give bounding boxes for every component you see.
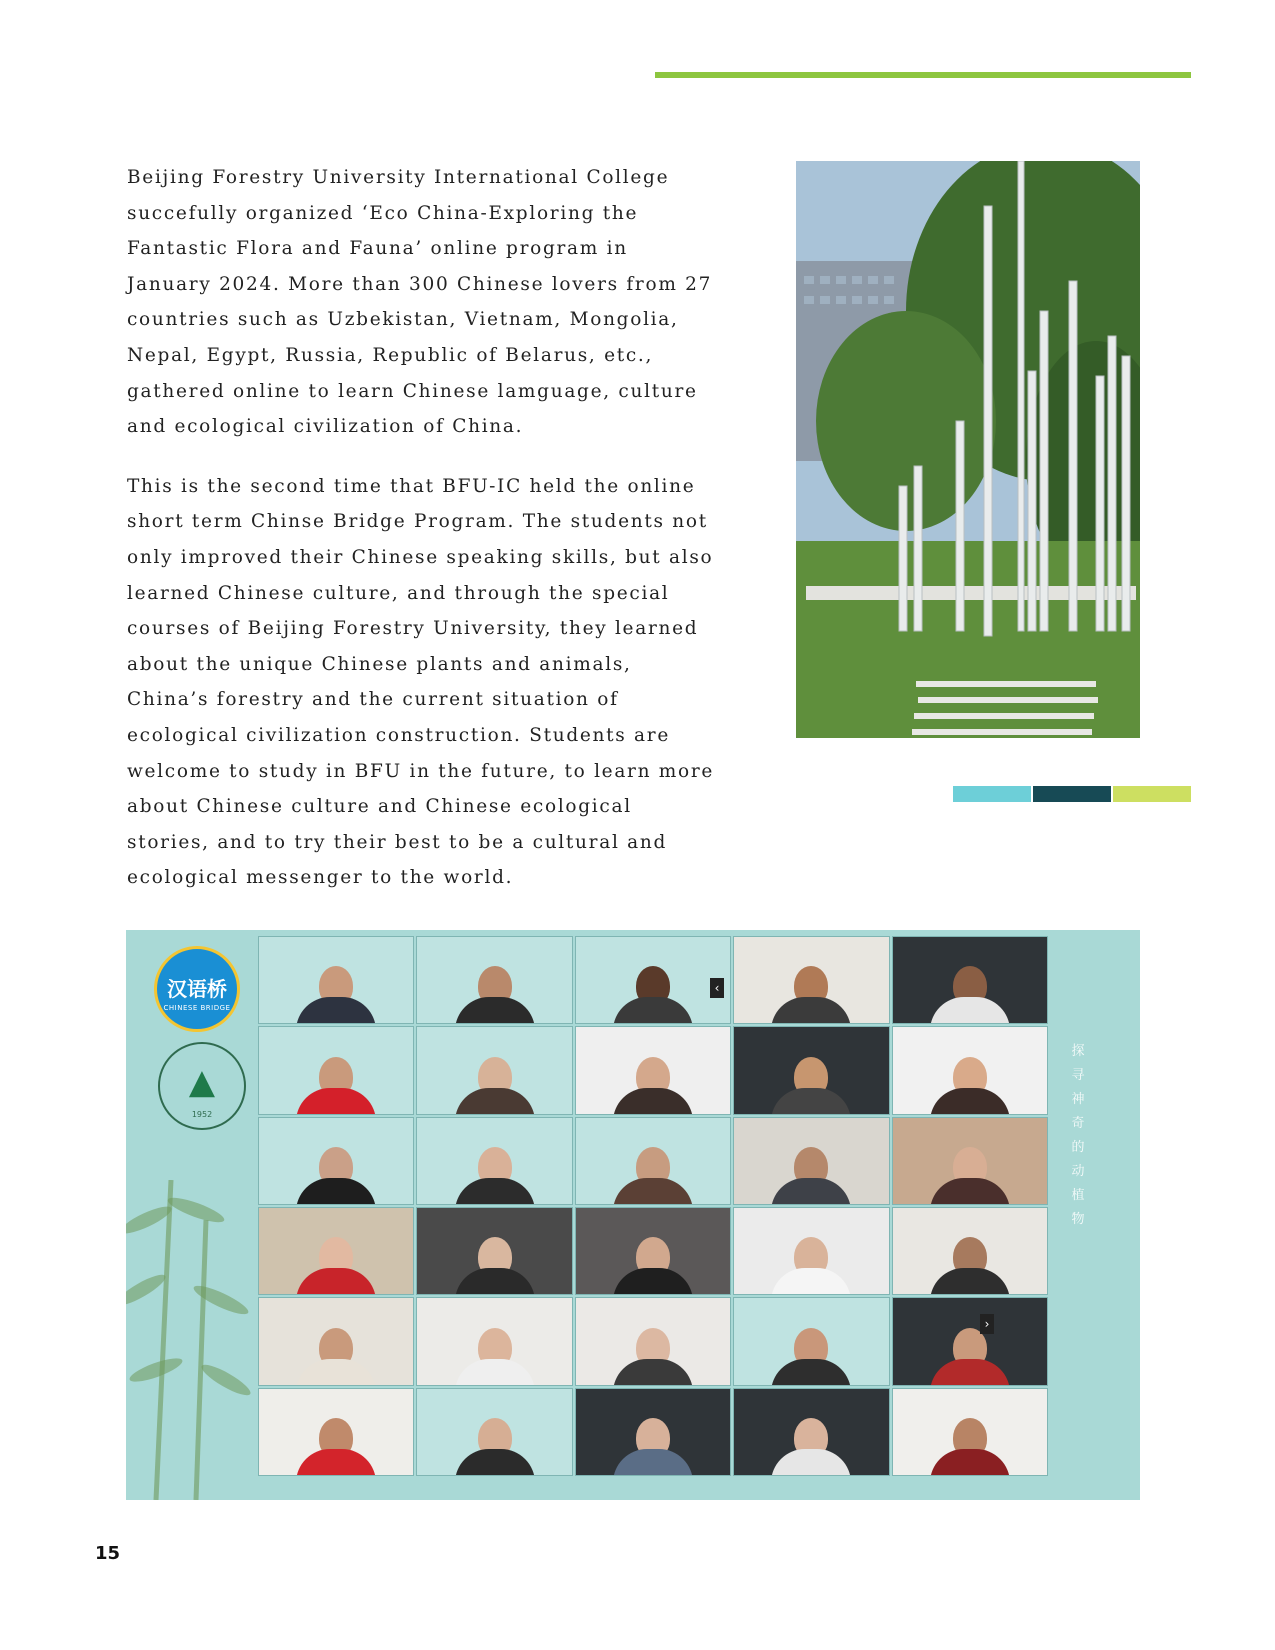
participant-tile — [416, 1207, 572, 1295]
next-page-icon[interactable]: › — [980, 1314, 994, 1334]
page-number: 15 — [95, 1543, 121, 1564]
participant-tile — [733, 1026, 889, 1114]
bfu-seal-logo — [158, 1042, 246, 1130]
participant-tile — [258, 1207, 414, 1295]
sculpture-illustration — [796, 161, 1140, 738]
participant-tile — [892, 1207, 1048, 1295]
accent-bar-teal — [1033, 786, 1111, 802]
participant-tile — [416, 936, 572, 1024]
participant-tile — [733, 1207, 889, 1295]
chinese-bridge-logo-text: 汉语桥 — [167, 977, 227, 1001]
participant-tile — [258, 1117, 414, 1205]
participant-tile — [258, 1297, 414, 1385]
vertical-banner-text: 探寻神奇的动植物 — [1071, 1044, 1085, 1227]
participant-tile — [892, 1026, 1048, 1114]
participant-tile — [575, 1207, 731, 1295]
participant-tile — [733, 1388, 889, 1476]
participant-tile — [416, 1388, 572, 1476]
participant-tile — [892, 1388, 1048, 1476]
accent-bar-lime — [1113, 786, 1191, 802]
chinese-bridge-logo-subtext: CHINESE BRIDGE — [163, 1004, 231, 1012]
participant-tile — [575, 1026, 731, 1114]
bamboo-decoration — [126, 1180, 256, 1500]
participant-tile — [575, 1117, 731, 1205]
participant-tile — [733, 1297, 889, 1385]
chinese-bridge-logo — [154, 946, 240, 1032]
prev-page-icon[interactable]: ‹ — [710, 978, 724, 998]
accent-bar-cyan — [953, 786, 1031, 802]
participant-tile — [416, 1026, 572, 1114]
participant-tile — [258, 1388, 414, 1476]
participant-tile — [892, 1117, 1048, 1205]
online-meeting-screenshot — [126, 930, 1140, 1500]
top-accent-rule — [655, 72, 1191, 78]
participant-tile — [733, 1117, 889, 1205]
participant-tile — [575, 936, 731, 1024]
participant-tile — [416, 1297, 572, 1385]
tree-icon: ▲ — [188, 1062, 216, 1102]
article-body — [127, 160, 717, 920]
paragraph-1: Beijing Forestry University International College succefully organized ‘Eco China-Exploring the Fantastic Flora and Fauna’ online program in January 2024. More than 300 Chinese lovers from 27 countries such as Uzbekistan, Vietnam, Mongolia, Nepal, Egypt, Russia, Republic of Belarus, etc., gathered online to learn Chinese lamguage, culture and ecological civilization of China. — [127, 167, 713, 438]
participant-tile — [258, 1026, 414, 1114]
participant-tile — [416, 1117, 572, 1205]
participant-tile — [892, 936, 1048, 1024]
participant-tile — [733, 936, 889, 1024]
participant-tile — [575, 1388, 731, 1476]
campus-sculpture-photo — [796, 161, 1140, 738]
participant-tile — [575, 1297, 731, 1385]
participant-tile — [892, 1297, 1048, 1385]
participant-tile — [258, 936, 414, 1024]
paragraph-2: This is the second time that BFU-IC held the online short term Chinse Bridge Program. The students not only improved their Chinese speaking skills, but also learned Chinese culture, and through the special courses of Beijing Forestry University, they learned about the unique Chinese plants and animals, China’s forestry and the current situation of ecological civilization construction. Students are welcome to study in BFU in the future, to learn more about Chinese culture and Chinese ecological stories, and to try their best to be a cultural and ecological messenger to the world. — [127, 475, 715, 889]
bfu-seal-year: 1952 — [191, 1110, 213, 1119]
participant-grid — [258, 936, 1048, 1476]
